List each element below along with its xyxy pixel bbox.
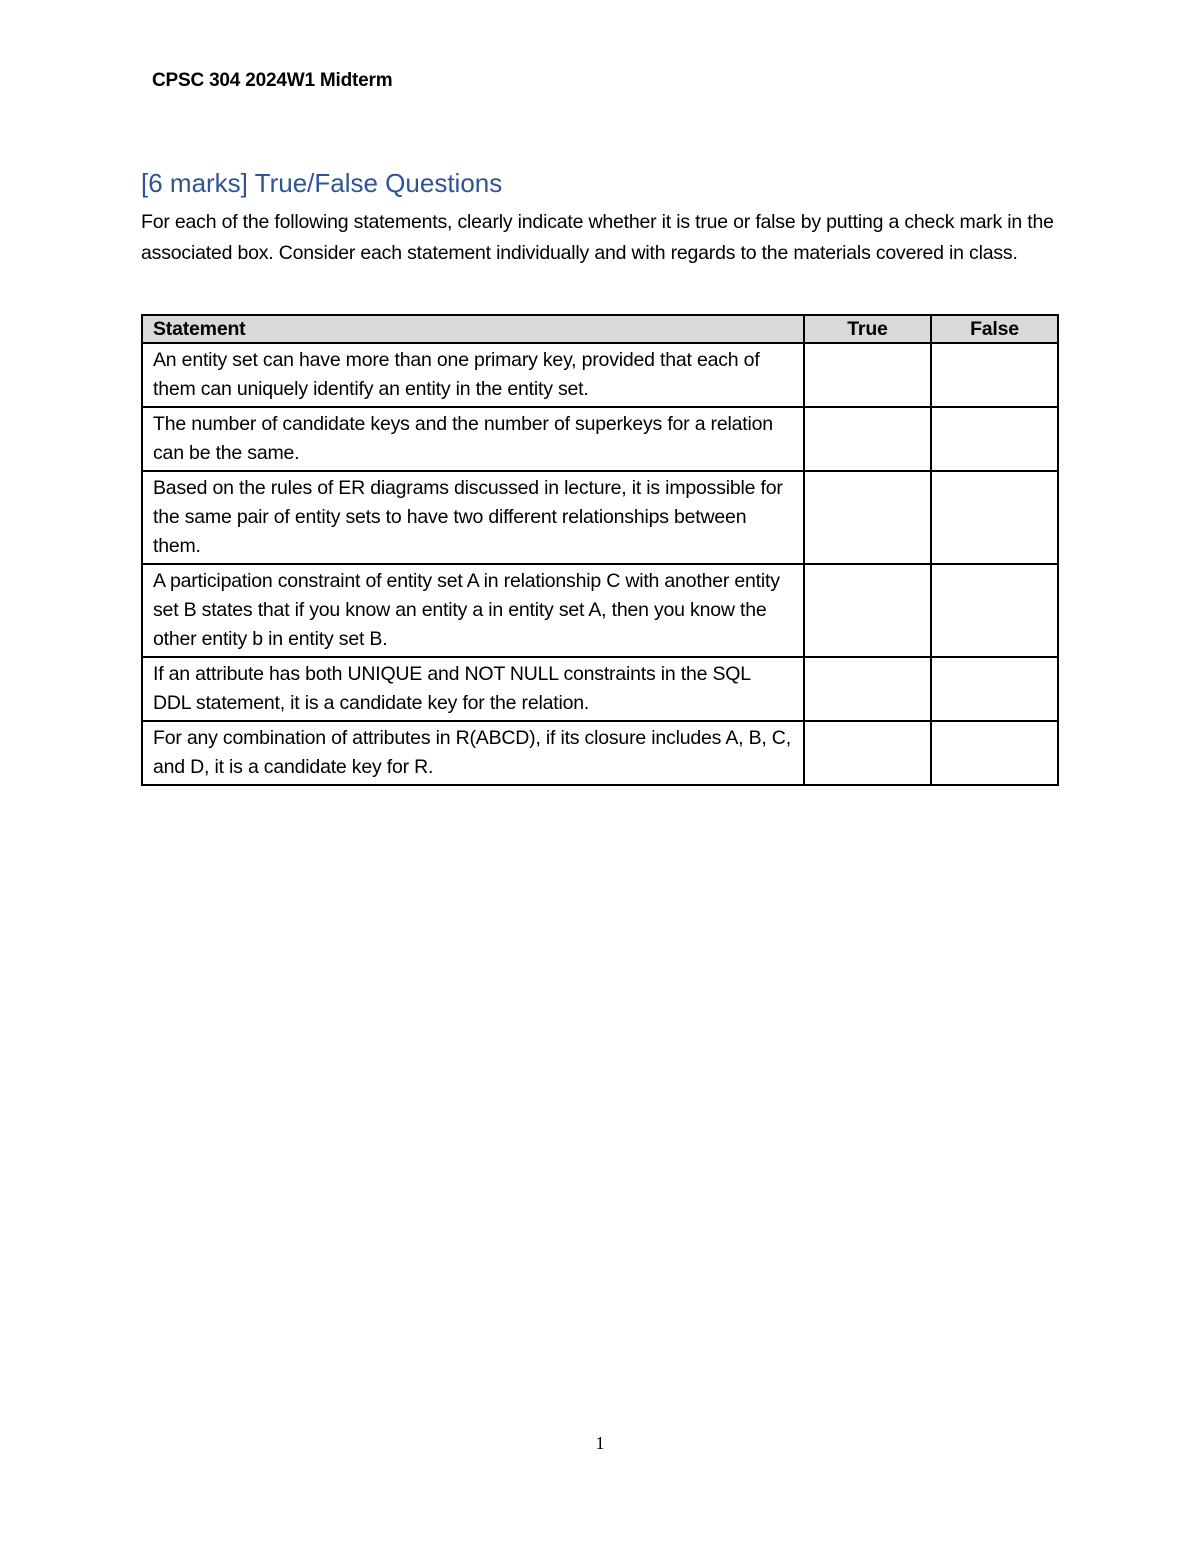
false-checkbox-cell[interactable] (931, 721, 1058, 785)
statement-cell: If an attribute has both UNIQUE and NOT NULL constraints in the SQL DDL statement, it is a candidate key for the relation. (142, 657, 804, 721)
table-row (142, 407, 1058, 471)
false-checkbox-cell[interactable] (931, 407, 1058, 471)
false-checkbox-cell[interactable] (931, 657, 1058, 721)
true-checkbox-cell[interactable] (804, 721, 931, 785)
document-header: CPSC 304 2024W1 Midterm (152, 70, 393, 91)
statement-cell: An entity set can have more than one primary key, provided that each of them can uniquely identify an entity in the entity set. (142, 343, 804, 407)
table-row (142, 471, 1058, 564)
false-checkbox-cell[interactable] (931, 564, 1058, 657)
table-row (142, 343, 1058, 407)
table-header-row (142, 315, 1058, 343)
section-title: [6 marks] True/False Questions (141, 168, 503, 198)
true-checkbox-cell[interactable] (804, 564, 931, 657)
statement-cell: For any combination of attributes in R(ABCD), if its closure includes A, B, C, and D, it is a candidate key for R. (142, 721, 804, 785)
true-false-table (141, 314, 1059, 786)
statement-cell: A participation constraint of entity set A in relationship C with another entity set B states that if you know an entity a in entity set A, then you know the other entity b in entity set B. (142, 564, 804, 657)
statement-column-header: Statement (142, 315, 804, 343)
false-checkbox-cell[interactable] (931, 471, 1058, 564)
false-checkbox-cell[interactable] (931, 343, 1058, 407)
table-row (142, 721, 1058, 785)
true-checkbox-cell[interactable] (804, 343, 931, 407)
table-row (142, 657, 1058, 721)
statement-cell: Based on the rules of ER diagrams discussed in lecture, it is impossible for the same pair of entity sets to have two different relationships between them. (142, 471, 804, 564)
table-row (142, 564, 1058, 657)
page-number: 1 (595, 1433, 605, 1453)
true-checkbox-cell[interactable] (804, 407, 931, 471)
instructions-paragraph: For each of the following statements, clearly indicate whether it is true or false by putting a check mark in the associated box. Consider each statement individually and with regards to the materials covered in class. (141, 211, 1054, 264)
true-column-header: True (804, 315, 931, 343)
true-checkbox-cell[interactable] (804, 471, 931, 564)
statement-cell: The number of candidate keys and the number of superkeys for a relation can be the same. (142, 407, 804, 471)
false-column-header: False (931, 315, 1058, 343)
true-checkbox-cell[interactable] (804, 657, 931, 721)
